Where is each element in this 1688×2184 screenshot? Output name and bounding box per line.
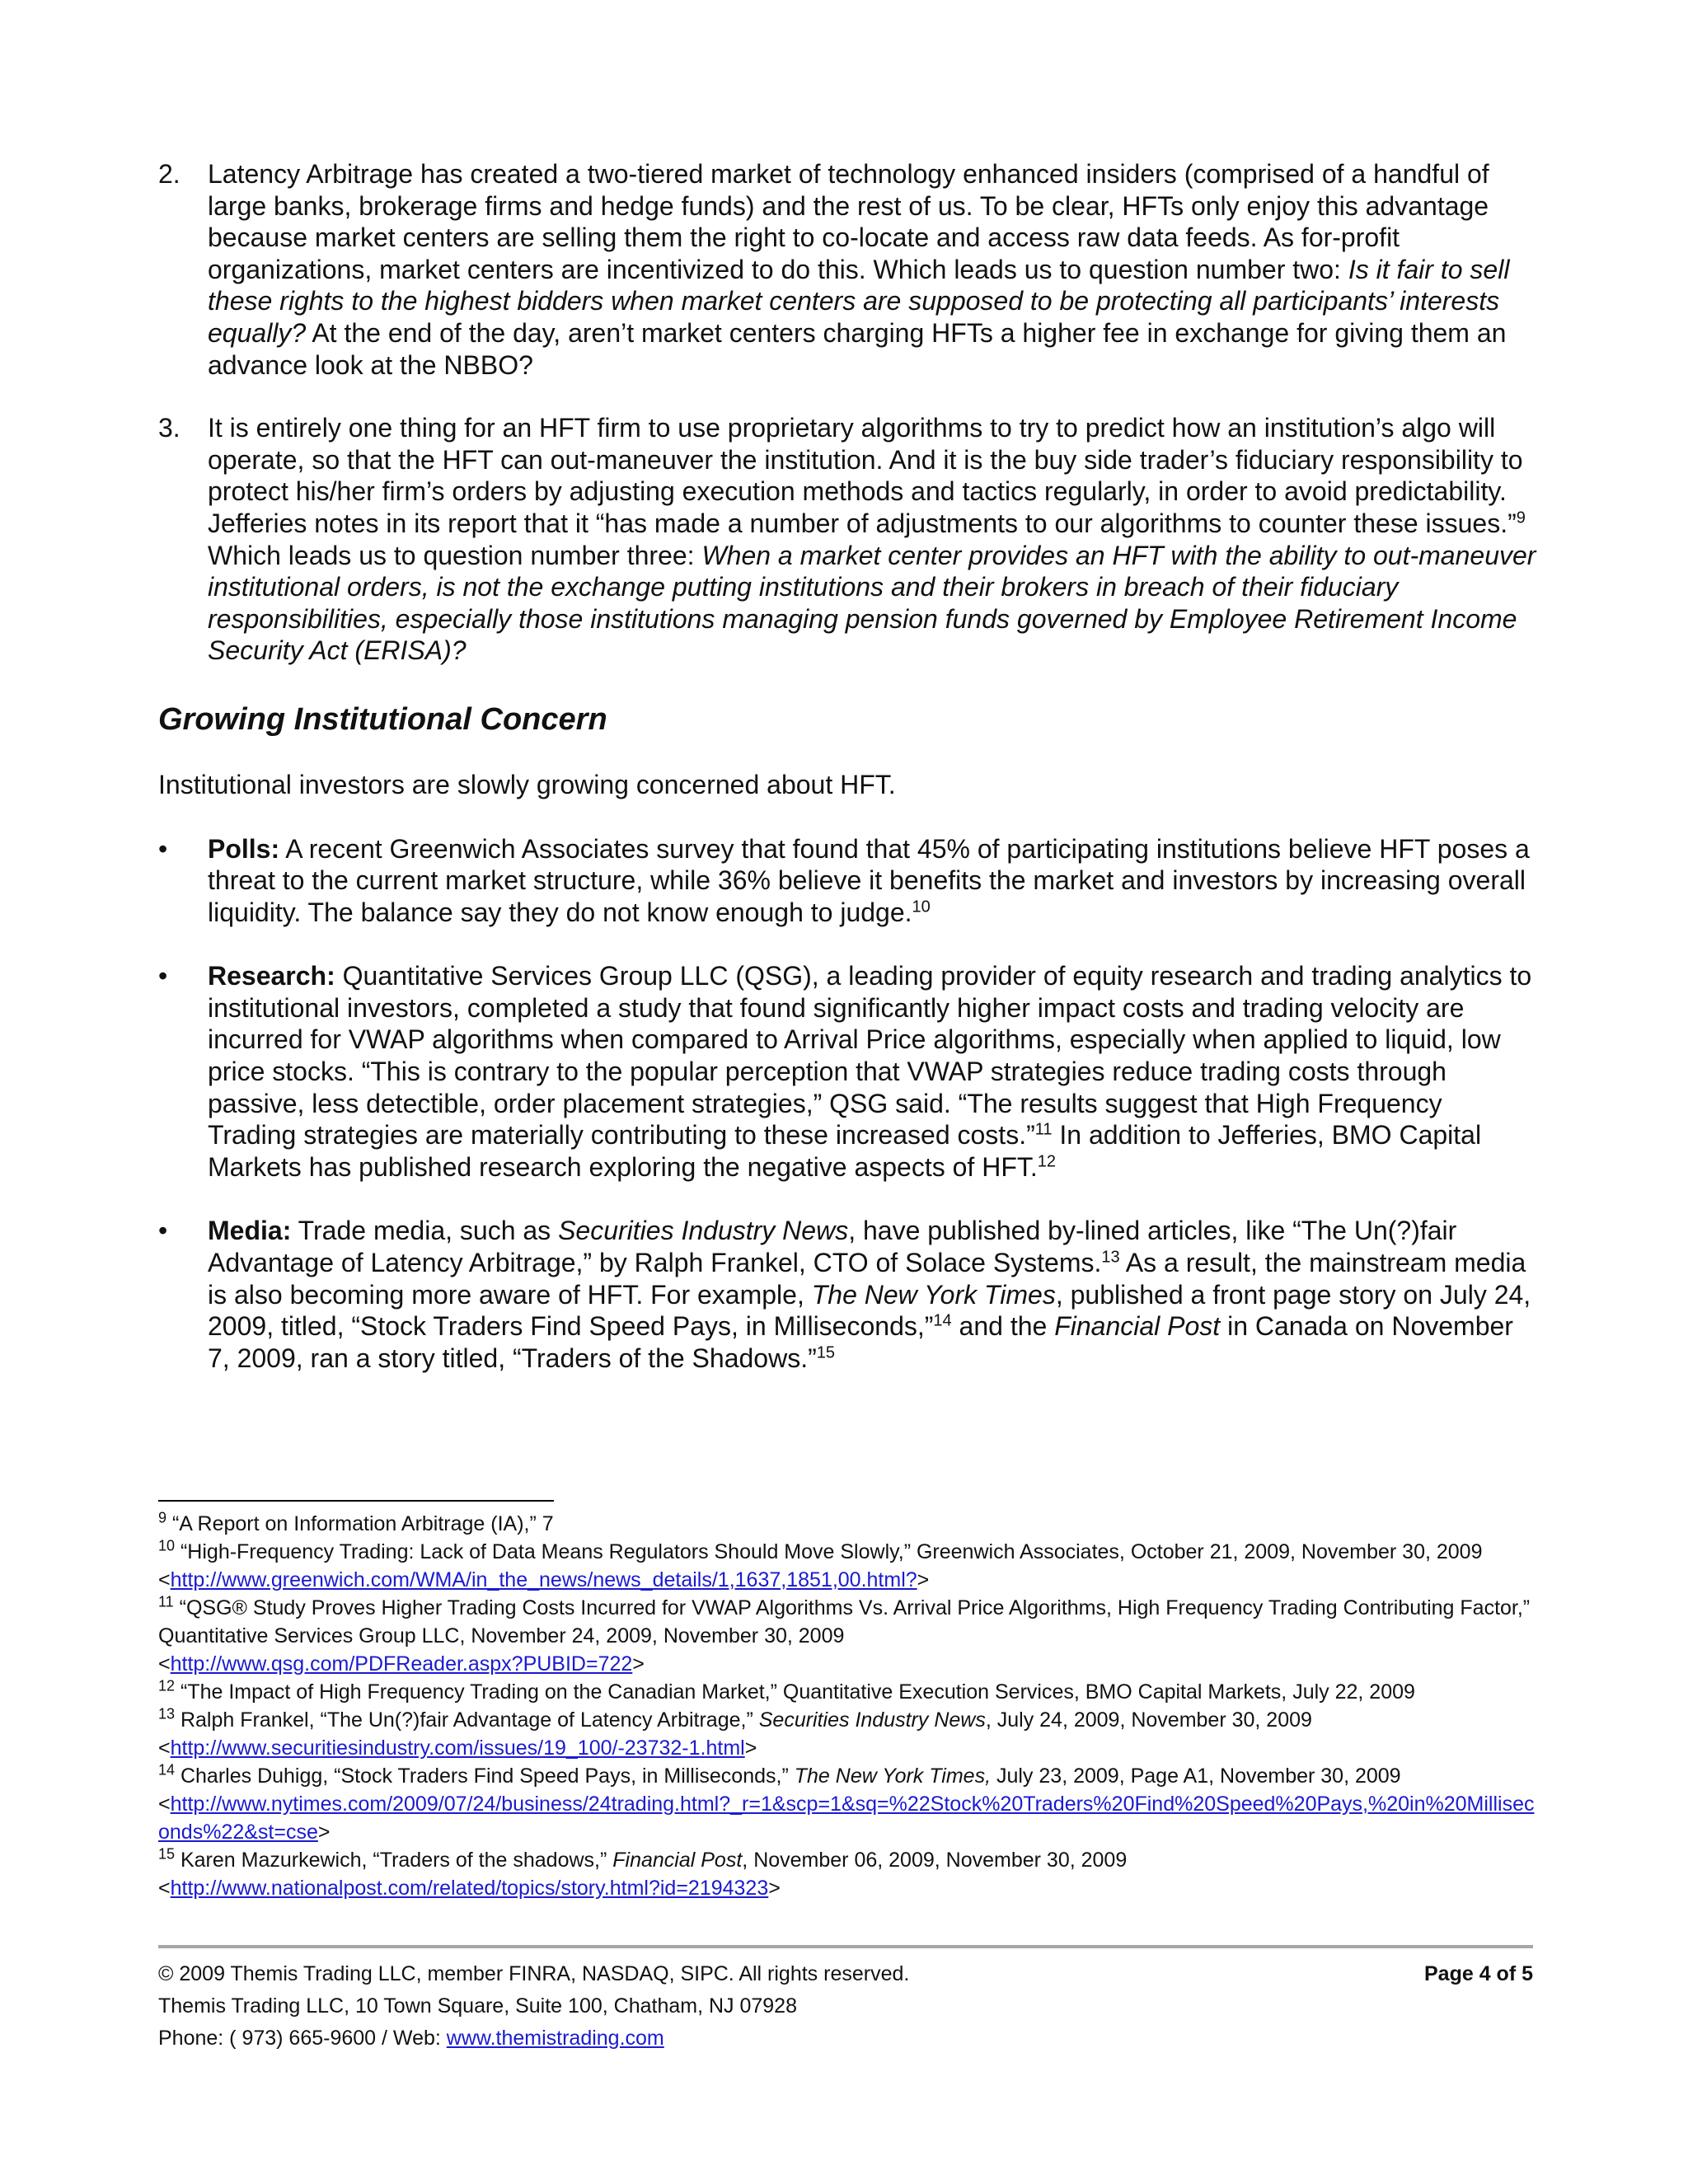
item-text: Latency Arbitrage has created a two-tiered market of technology enhanced insiders (comprised of a handful of large banks, brokerage firms and hedge funds) and the rest of us. To be clear, HFTs only enjoy this advantage because market centers are selling them the right to co-locate and access raw data feeds. As for-profit organizations, market centers are incentivized to do this. Which leads us to question number two: bbox=[208, 159, 1489, 284]
publication-name: Securities Industry News bbox=[558, 1216, 849, 1246]
document-body bbox=[158, 158, 1536, 1374]
footnote-separator bbox=[158, 1500, 554, 1502]
bullet-research bbox=[158, 960, 1536, 1183]
intro-paragraph: Institutional investors are slowly growing concerned about HFT. bbox=[158, 769, 896, 799]
item-number: 2. bbox=[158, 159, 181, 189]
publication-name: Securities Industry News bbox=[758, 1708, 986, 1732]
bullet-text: In addition to Jefferies, BMO Capital Markets has published research exploring the negative aspects of HFT. bbox=[208, 1120, 1482, 1182]
footer-contact bbox=[158, 2022, 1533, 2055]
footnote-text: > bbox=[317, 1821, 331, 1844]
footnote-number: 12 bbox=[158, 1677, 176, 1694]
bullet-text: , published a front page story on July 24, 2009, titled, “Stock Traders Find Speed Pays, in Milliseconds,” bbox=[208, 1279, 1531, 1342]
item-question: Is it fair to sell these rights to the highest bidders when market centers are supposed to be protecting all participants’ interests equally? bbox=[208, 254, 1510, 348]
item-text: Which leads us to question number three: bbox=[208, 540, 702, 570]
bullet-text: As a result, the mainstream media is also becoming more aware of HFT. For example, bbox=[208, 1248, 1526, 1310]
bullet-label: Media: bbox=[208, 1216, 292, 1246]
footnote-text: < bbox=[158, 1736, 171, 1760]
numbered-item-3 bbox=[158, 412, 1536, 667]
footnote-text: < bbox=[158, 1652, 171, 1675]
footnote-text: “A Report on Information Arbitrage (IA),” 7 bbox=[166, 1512, 554, 1535]
footnote-text: > bbox=[768, 1877, 781, 1900]
bullet-media bbox=[158, 1215, 1536, 1374]
footnote-link[interactable]: http://www.nationalpost.com/related/topics/story.html?id=2194323 bbox=[170, 1877, 769, 1900]
bullet-text: A recent Greenwich Associates survey that found that 45% of participating institutions believe HFT poses a threat to the current market structure, while 36% believe it benefits the market and investors by increasing overall liquidity. The balance say they do not know enough to judge. bbox=[208, 833, 1530, 927]
footnote-ref: 15 bbox=[816, 1343, 835, 1362]
footnote-text: , November 06, 2009, November 30, 2009 bbox=[742, 1849, 1128, 1872]
footnote-text: , July 24, 2009, November 30, 2009 bbox=[985, 1708, 1312, 1732]
footnote-11 bbox=[158, 1594, 1536, 1678]
footnote-14 bbox=[158, 1762, 1536, 1846]
publication-name: The New York Times, bbox=[794, 1765, 992, 1788]
bullet-icon: • bbox=[158, 833, 168, 864]
footnote-15 bbox=[158, 1846, 1536, 1902]
footnotes bbox=[158, 1510, 1536, 1902]
footer-divider bbox=[158, 1945, 1533, 1948]
footnote-ref: 11 bbox=[1034, 1120, 1053, 1139]
bullet-label: Research: bbox=[208, 961, 335, 991]
copyright-text: © 2009 Themis Trading LLC, member FINRA, NASDAQ, SIPC. All rights reserved. bbox=[158, 1962, 910, 1985]
bullet-text: Trade media, such as bbox=[291, 1216, 559, 1246]
footnote-link[interactable]: http://www.greenwich.com/WMA/in_the_news/news_details/1,1637,1851,00.html? bbox=[170, 1568, 917, 1591]
footnote-12 bbox=[158, 1678, 1536, 1706]
footnote-text: > bbox=[744, 1736, 757, 1760]
footnote-number: 10 bbox=[158, 1537, 176, 1554]
footnote-text: Ralph Frankel, “The Un(?)fair Advantage of Latency Arbitrage,” bbox=[175, 1708, 759, 1732]
bullet-polls bbox=[158, 833, 1536, 929]
bullet-text: Quantitative Services Group LLC (QSG), a leading provider of equity research and trading analytics to institutional investors, completed a study that found significantly higher impact costs and trading velocity are incurred for VWAP algorithms when compared to Arrival Price algorithms, especially when applied to liquid, low price stocks. “This is contrary to the popular perception that VWAP strategies reduce trading costs through passive, less detectible, order placement strategies,” QSG said. “The results suggest that High Frequency Trading strategies are materially contributing to these increased costs.” bbox=[208, 961, 1532, 1151]
footnote-link[interactable]: http://www.qsg.com/PDFReader.aspx?PUBID=722 bbox=[170, 1652, 633, 1675]
bullet-text: , have published by-lined articles, like “The Un(?)fair Advantage of Latency Arbitrage,” by Ralph Frankel, CTO of Solace Systems. bbox=[208, 1216, 1457, 1278]
section-heading: Growing Institutional Concern bbox=[158, 701, 607, 737]
footnote-number: 15 bbox=[158, 1845, 176, 1863]
footnote-number: 13 bbox=[158, 1705, 176, 1722]
footnote-number: 14 bbox=[158, 1761, 176, 1779]
footnote-9 bbox=[158, 1510, 1536, 1538]
footnote-text: Charles Duhigg, “Stock Traders Find Speed Pays, in Milliseconds,” bbox=[175, 1765, 795, 1788]
footnote-text: July 23, 2009, Page A1, November 30, 2009 bbox=[991, 1765, 1401, 1788]
page-footer bbox=[158, 1958, 1533, 2055]
footnote-ref: 13 bbox=[1101, 1248, 1120, 1267]
footnote-text: “QSG® Study Proves Higher Trading Costs Incurred for VWAP Algorithms Vs. Arrival Price Algorithms, High Frequency Trading Contributing Factor,” Quantitative Services Group LLC, November 24, 2009, November 30, 2009 bbox=[158, 1596, 1531, 1647]
footnote-text: > bbox=[632, 1652, 645, 1675]
footnote-13 bbox=[158, 1706, 1536, 1762]
footer-row bbox=[158, 1958, 1533, 1990]
bullet-icon: • bbox=[158, 961, 168, 991]
bullet-icon: • bbox=[158, 1216, 168, 1246]
item-text: It is entirely one thing for an HFT firm to use proprietary algorithms to try to predict how an institution’s algo will operate, so that the HFT can out-maneuver the institution. And it is the buy side trader’s fiduciary responsibility to protect his/her firm’s orders by adjusting execution methods and tactics regularly, in order to avoid predictability. Jefferies notes in its report that it “has made a number of adjustments to our algorithms to counter these issues.” bbox=[208, 413, 1523, 538]
footnote-text: < bbox=[158, 1877, 171, 1900]
bullet-label: Polls: bbox=[208, 833, 280, 864]
footnote-text: < bbox=[158, 1793, 171, 1816]
item-question: When a market center provides an HFT with the ability to out-maneuver institutional orders, is not the exchange putting institutions and their brokers in breach of their fiduciary responsibilities, especially those institutions managing pension funds governed by Employee Retirement Income Security Act (ERISA)? bbox=[208, 540, 1536, 666]
publication-name: Financial Post bbox=[612, 1849, 743, 1872]
footnote-ref: 9 bbox=[1516, 509, 1526, 527]
footnote-ref: 10 bbox=[912, 898, 931, 916]
footnote-text: “High-Frequency Trading: Lack of Data Means Regulators Should Move Slowly,” Greenwich Associates, October 21, 2009, November 30, 2009 < bbox=[158, 1540, 1483, 1591]
footnote-text: > bbox=[917, 1568, 930, 1591]
bullet-text: and the bbox=[951, 1311, 1055, 1342]
numbered-item-2 bbox=[158, 158, 1536, 381]
footnote-number: 11 bbox=[158, 1593, 174, 1610]
footnote-ref: 12 bbox=[1037, 1152, 1056, 1171]
footnote-link[interactable]: http://www.nytimes.com/2009/07/24/business/24trading.html?_r=1&scp=1&sq=%22Stock%20Traders%20Find%20Speed%20Pays,%20in%20Milliseconds%22&st=cse bbox=[158, 1793, 1535, 1844]
page-number: Page 4 of 5 bbox=[1424, 1962, 1533, 1985]
item-text: At the end of the day, aren’t market centers charging HFTs a higher fee in exchange for giving them an advance look at the NBBO? bbox=[208, 317, 1507, 380]
website-link[interactable]: www.themistrading.com bbox=[446, 2027, 664, 2050]
publication-name: Financial Post bbox=[1054, 1311, 1221, 1342]
footnote-text: Karen Mazurkewich, “Traders of the shadows,” bbox=[175, 1849, 613, 1872]
footnote-ref: 14 bbox=[933, 1311, 952, 1330]
footnote-text: “The Impact of High Frequency Trading on the Canadian Market,” Quantitative Execution Services, BMO Capital Markets, July 22, 2009 bbox=[175, 1680, 1415, 1704]
phone-text: Phone: ( 973) 665-9600 / Web: bbox=[158, 2027, 447, 2050]
bullet-text: in Canada on November 7, 2009, ran a story titled, “Traders of the Shadows.” bbox=[208, 1311, 1513, 1373]
footer-address: Themis Trading LLC, 10 Town Square, Suite 100, Chatham, NJ 07928 bbox=[158, 1994, 797, 2018]
footnote-10 bbox=[158, 1538, 1536, 1594]
footnote-link[interactable]: http://www.securitiesindustry.com/issues/19_100/-23732-1.html bbox=[170, 1736, 745, 1760]
publication-name: The New York Times bbox=[811, 1279, 1056, 1310]
footnote-number: 9 bbox=[158, 1509, 167, 1526]
item-number: 3. bbox=[158, 413, 181, 443]
